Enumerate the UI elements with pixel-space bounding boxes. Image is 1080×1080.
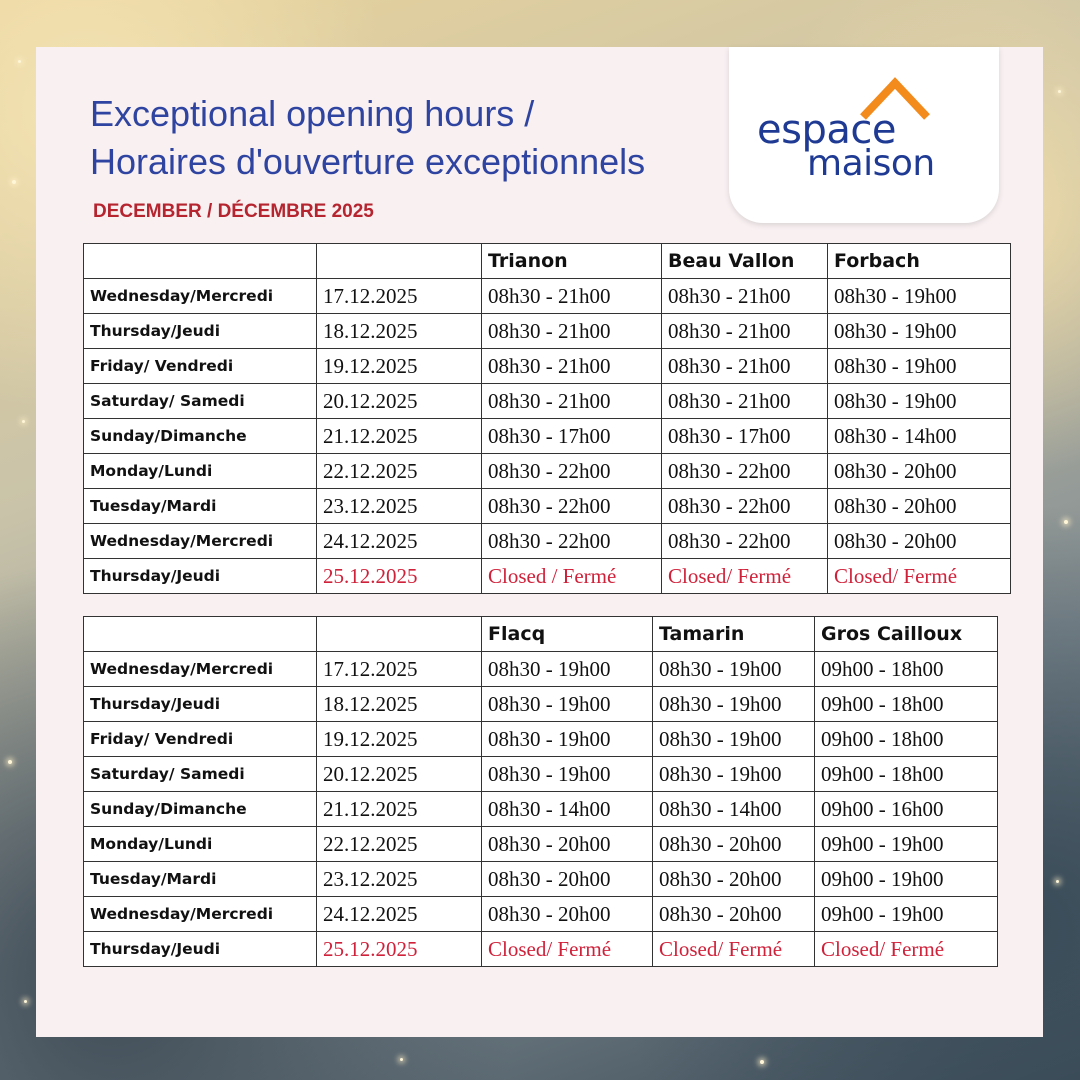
hours-cell: 08h30 - 22h00 bbox=[482, 489, 662, 524]
date-cell: 20.12.2025 bbox=[317, 384, 482, 419]
day-cell: Wednesday/Mercredi bbox=[84, 524, 317, 559]
table-body bbox=[84, 279, 1011, 594]
date-cell: 22.12.2025 bbox=[317, 827, 482, 862]
header-store-tamarin: Tamarin bbox=[653, 617, 815, 652]
hours-cell: 08h30 - 22h00 bbox=[662, 454, 828, 489]
table-header-row bbox=[84, 244, 1011, 279]
table-row bbox=[84, 419, 1011, 454]
brand-word-espace: espace bbox=[757, 107, 896, 153]
sparkle-decoration bbox=[1064, 520, 1068, 524]
date-cell: 23.12.2025 bbox=[317, 489, 482, 524]
sparkle-decoration bbox=[1056, 880, 1059, 883]
date-cell: 18.12.2025 bbox=[317, 687, 482, 722]
hours-cell: 08h30 - 20h00 bbox=[828, 489, 1011, 524]
table-row bbox=[84, 349, 1011, 384]
hours-cell: 08h30 - 19h00 bbox=[653, 722, 815, 757]
table-row bbox=[84, 454, 1011, 489]
sparkle-decoration bbox=[8, 760, 12, 764]
day-cell: Friday/ Vendredi bbox=[84, 349, 317, 384]
hours-cell: 09h00 - 18h00 bbox=[815, 722, 998, 757]
date-cell: 17.12.2025 bbox=[317, 279, 482, 314]
hours-cell: 08h30 - 14h00 bbox=[653, 792, 815, 827]
date-cell: 17.12.2025 bbox=[317, 652, 482, 687]
hours-cell: 09h00 - 19h00 bbox=[815, 897, 998, 932]
day-cell: Saturday/ Samedi bbox=[84, 757, 317, 792]
hours-cell: 08h30 - 20h00 bbox=[653, 827, 815, 862]
hours-cell: 08h30 - 22h00 bbox=[662, 489, 828, 524]
date-cell: 23.12.2025 bbox=[317, 862, 482, 897]
day-cell: Tuesday/Mardi bbox=[84, 862, 317, 897]
hours-cell: 09h00 - 19h00 bbox=[815, 827, 998, 862]
header-date bbox=[317, 244, 482, 279]
sparkle-decoration bbox=[1058, 90, 1061, 93]
hours-cell: 08h30 - 22h00 bbox=[482, 524, 662, 559]
header-store-beau-vallon: Beau Vallon bbox=[662, 244, 828, 279]
date-cell: 22.12.2025 bbox=[317, 454, 482, 489]
hours-cell: 08h30 - 20h00 bbox=[828, 524, 1011, 559]
hours-cell: 08h30 - 21h00 bbox=[482, 279, 662, 314]
date-cell: 24.12.2025 bbox=[317, 897, 482, 932]
hours-cell: 08h30 - 19h00 bbox=[653, 687, 815, 722]
table-header-row bbox=[84, 617, 998, 652]
hours-cell: 08h30 - 21h00 bbox=[482, 384, 662, 419]
table-row bbox=[84, 862, 998, 897]
day-cell: Thursday/Jeudi bbox=[84, 559, 317, 594]
hours-cell: 08h30 - 21h00 bbox=[662, 384, 828, 419]
date-cell: 19.12.2025 bbox=[317, 349, 482, 384]
table-body bbox=[84, 652, 998, 967]
hours-cell: Closed/ Fermé bbox=[662, 559, 828, 594]
hours-cell: 09h00 - 16h00 bbox=[815, 792, 998, 827]
date-cell: 20.12.2025 bbox=[317, 757, 482, 792]
day-cell: Monday/Lundi bbox=[84, 454, 317, 489]
hours-cell: 08h30 - 20h00 bbox=[828, 454, 1011, 489]
hours-cell: Closed/ Fermé bbox=[653, 932, 815, 967]
hours-cell: 08h30 - 19h00 bbox=[653, 757, 815, 792]
hours-cell: 08h30 - 17h00 bbox=[482, 419, 662, 454]
day-cell: Friday/ Vendredi bbox=[84, 722, 317, 757]
day-cell: Thursday/Jeudi bbox=[84, 687, 317, 722]
hours-cell: Closed/ Fermé bbox=[482, 932, 653, 967]
hours-cell: 09h00 - 19h00 bbox=[815, 862, 998, 897]
table-row bbox=[84, 792, 998, 827]
day-cell: Saturday/ Samedi bbox=[84, 384, 317, 419]
hours-cell: 08h30 - 21h00 bbox=[662, 349, 828, 384]
sparkle-decoration bbox=[400, 1058, 403, 1061]
hours-cell: 08h30 - 19h00 bbox=[828, 384, 1011, 419]
sparkle-decoration bbox=[760, 1060, 764, 1064]
date-cell: 25.12.2025 bbox=[317, 559, 482, 594]
hours-cell: 08h30 - 22h00 bbox=[662, 524, 828, 559]
date-cell: 25.12.2025 bbox=[317, 932, 482, 967]
title-line-english: Exceptional opening hours / bbox=[90, 93, 535, 134]
hours-cell: 08h30 - 19h00 bbox=[828, 349, 1011, 384]
header-store-gros-cailloux: Gros Cailloux bbox=[815, 617, 998, 652]
table-row bbox=[84, 827, 998, 862]
header-store-trianon: Trianon bbox=[482, 244, 662, 279]
page-title bbox=[90, 90, 645, 186]
hours-table-1 bbox=[83, 243, 1011, 594]
hours-cell: 08h30 - 21h00 bbox=[482, 314, 662, 349]
hours-cell: 08h30 - 20h00 bbox=[482, 862, 653, 897]
hours-table-2 bbox=[83, 616, 998, 967]
table-row bbox=[84, 559, 1011, 594]
day-cell: Sunday/Dimanche bbox=[84, 419, 317, 454]
date-cell: 24.12.2025 bbox=[317, 524, 482, 559]
table-row bbox=[84, 524, 1011, 559]
hours-cell: 08h30 - 21h00 bbox=[662, 279, 828, 314]
header-date bbox=[317, 617, 482, 652]
day-cell: Thursday/Jeudi bbox=[84, 314, 317, 349]
date-cell: 18.12.2025 bbox=[317, 314, 482, 349]
brand-word-maison: maison bbox=[807, 143, 935, 184]
table-row bbox=[84, 757, 998, 792]
hours-cell: 08h30 - 20h00 bbox=[482, 827, 653, 862]
title-line-french: Horaires d'ouverture exceptionnels bbox=[90, 141, 646, 182]
hours-cell: 09h00 - 18h00 bbox=[815, 687, 998, 722]
header-day bbox=[84, 617, 317, 652]
hours-cell: Closed/ Fermé bbox=[828, 559, 1011, 594]
hours-cell: 09h00 - 18h00 bbox=[815, 757, 998, 792]
table-row bbox=[84, 652, 998, 687]
hours-cell: 08h30 - 19h00 bbox=[482, 687, 653, 722]
hours-cell: 08h30 - 14h00 bbox=[482, 792, 653, 827]
hours-cell: 08h30 - 14h00 bbox=[828, 419, 1011, 454]
hours-cell: 08h30 - 20h00 bbox=[482, 897, 653, 932]
table-row bbox=[84, 932, 998, 967]
hours-cell: Closed / Fermé bbox=[482, 559, 662, 594]
day-cell: Monday/Lundi bbox=[84, 827, 317, 862]
date-cell: 21.12.2025 bbox=[317, 419, 482, 454]
brand-logo bbox=[729, 47, 999, 223]
sparkle-decoration bbox=[18, 60, 21, 63]
hours-cell: 08h30 - 19h00 bbox=[828, 279, 1011, 314]
sparkle-decoration bbox=[24, 1000, 27, 1003]
hours-cell: 08h30 - 17h00 bbox=[662, 419, 828, 454]
table-row bbox=[84, 314, 1011, 349]
header-day bbox=[84, 244, 317, 279]
hours-cell: 08h30 - 19h00 bbox=[828, 314, 1011, 349]
table-row bbox=[84, 384, 1011, 419]
hours-cell: Closed/ Fermé bbox=[815, 932, 998, 967]
header-store-flacq: Flacq bbox=[482, 617, 653, 652]
sparkle-decoration bbox=[12, 180, 16, 184]
table-row bbox=[84, 722, 998, 757]
day-cell: Tuesday/Mardi bbox=[84, 489, 317, 524]
month-subtitle: DECEMBER / DÉCEMBRE 2025 bbox=[93, 201, 374, 222]
hours-cell: 08h30 - 21h00 bbox=[662, 314, 828, 349]
table-row bbox=[84, 897, 998, 932]
date-cell: 21.12.2025 bbox=[317, 792, 482, 827]
hours-cell: 08h30 - 21h00 bbox=[482, 349, 662, 384]
hours-cell: 09h00 - 18h00 bbox=[815, 652, 998, 687]
day-cell: Sunday/Dimanche bbox=[84, 792, 317, 827]
table-row bbox=[84, 279, 1011, 314]
day-cell: Wednesday/Mercredi bbox=[84, 652, 317, 687]
table-row bbox=[84, 687, 998, 722]
hours-cell: 08h30 - 20h00 bbox=[653, 862, 815, 897]
hours-cell: 08h30 - 20h00 bbox=[653, 897, 815, 932]
hours-cell: 08h30 - 22h00 bbox=[482, 454, 662, 489]
day-cell: Wednesday/Mercredi bbox=[84, 279, 317, 314]
hours-cell: 08h30 - 19h00 bbox=[482, 652, 653, 687]
day-cell: Thursday/Jeudi bbox=[84, 932, 317, 967]
date-cell: 19.12.2025 bbox=[317, 722, 482, 757]
hours-cell: 08h30 - 19h00 bbox=[482, 722, 653, 757]
header-store-forbach: Forbach bbox=[828, 244, 1011, 279]
sparkle-decoration bbox=[22, 420, 25, 423]
table-row bbox=[84, 489, 1011, 524]
hours-cell: 08h30 - 19h00 bbox=[653, 652, 815, 687]
day-cell: Wednesday/Mercredi bbox=[84, 897, 317, 932]
hours-cell: 08h30 - 19h00 bbox=[482, 757, 653, 792]
